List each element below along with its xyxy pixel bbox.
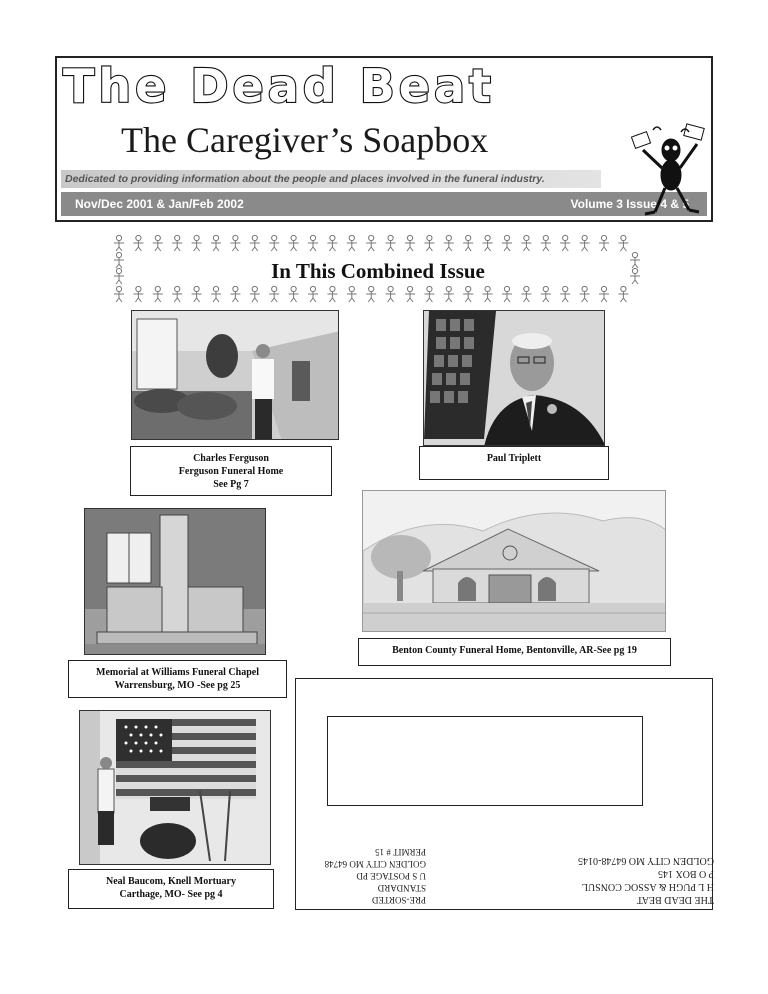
border-figure-icon: [541, 235, 551, 251]
caption-baucom: [68, 869, 274, 909]
memorial-scene: [85, 509, 266, 655]
border-figure-icon: [289, 235, 299, 251]
border-figure-icon: [424, 286, 434, 302]
benton-sketch: [363, 491, 666, 632]
border-figure-icon: [269, 235, 279, 251]
caption-line: Memorial at Williams Funeral Chapel: [96, 667, 259, 678]
caption-line: Carthage, MO- See pg 4: [119, 889, 223, 900]
border-figure-icon: [502, 235, 512, 251]
border-figure-icon: [289, 286, 299, 302]
newsletter-title: The Dead Beat: [63, 59, 495, 113]
return-address-block: [524, 826, 714, 906]
caption-line: Paul Triplett: [486, 453, 542, 464]
issue-date: Nov/Dec 2001 & Jan/Feb 2002: [75, 197, 244, 211]
border-figure-icon: [172, 235, 182, 251]
border-figure-icon: [347, 235, 357, 251]
border-figure-icon: [483, 235, 493, 251]
border-figure-icon: [502, 286, 512, 302]
border-figure-icon: [483, 286, 493, 302]
border-figure-icon: [308, 235, 318, 251]
border-figure-icon: [599, 235, 609, 251]
border-figure-icon: [114, 235, 124, 251]
masthead: [55, 56, 713, 222]
border-figure-icon: [230, 286, 240, 302]
issue-volume: Volume 3 Issue 4 & 5: [570, 197, 689, 211]
photo-ferguson: [131, 310, 339, 440]
caption-line: Ferguson Funeral Home: [178, 466, 284, 477]
border-figure-icon: [386, 286, 396, 302]
border-figure-icon: [386, 235, 396, 251]
border-figure-icon: [580, 286, 590, 302]
caption-triplett: [419, 446, 609, 480]
border-figure-icon: [192, 235, 202, 251]
postage-permit-block: [296, 826, 426, 906]
address-line: THE DEAD BEAT: [636, 894, 714, 905]
border-figure-icon: [541, 286, 551, 302]
photo-memorial: [84, 508, 266, 655]
border-figure-icon: [424, 235, 434, 251]
permit-line: STANDARD: [377, 883, 426, 893]
triplett-portrait: [424, 311, 605, 446]
caption-line: Neal Baucom, Knell Mortuary: [106, 876, 236, 887]
caption-line: Warrensburg, MO -See pg 25: [114, 680, 241, 691]
border-figure-icon: [172, 286, 182, 302]
section-title: In This Combined Issue: [271, 259, 485, 283]
border-figure-icon: [250, 235, 260, 251]
border-figure-icon: [366, 286, 376, 302]
border-figure-icon: [192, 286, 202, 302]
border-figure-icon: [463, 235, 473, 251]
border-figure-icon: [521, 286, 531, 302]
photo-triplett: [423, 310, 605, 446]
border-figure-icon: [366, 235, 376, 251]
border-figure-icon: [211, 235, 221, 251]
mailing-label-area: [327, 716, 643, 806]
border-figure-icon: [250, 286, 260, 302]
soapbox-mascot-icon: [631, 120, 711, 220]
address-line: H L PUGH & ASSOC CONSUL: [581, 881, 714, 892]
address-line: GOLDEN CITY MO 64748-0145: [577, 855, 714, 866]
permit-line: PERMIT # 15: [375, 847, 426, 857]
caption-line: See Pg 7: [213, 479, 249, 490]
border-figure-icon: [405, 235, 415, 251]
border-figure-icon: [327, 286, 337, 302]
border-figure-icon: [618, 286, 628, 302]
caption-ferguson: [130, 446, 332, 496]
border-figure-icon: [618, 235, 628, 251]
border-figure-icon: [211, 286, 221, 302]
border-figure-icon: [327, 235, 337, 251]
border-figure-icon: [269, 286, 279, 302]
border-figure-icon: [153, 286, 163, 302]
caption-memorial: [68, 660, 287, 698]
border-figure-icon: [560, 235, 570, 251]
border-figure-icon: [560, 286, 570, 302]
caption-benton: [358, 638, 671, 666]
permit-line: U S POSTAGE PD: [356, 871, 426, 881]
border-figure-icon: [405, 286, 415, 302]
border-figure-icon: [114, 286, 124, 302]
border-figure-icon: [230, 235, 240, 251]
border-figure-icon: [521, 235, 531, 251]
border-figure-icon: [347, 286, 357, 302]
border-figure-icon: [153, 235, 163, 251]
newsletter-subtitle: The Caregiver’s Soapbox: [121, 120, 489, 160]
caption-line: Benton County Funeral Home, Bentonville, AR-See pg 19: [392, 645, 637, 656]
permit-line: PRE-SORTED: [372, 895, 426, 905]
address-line: P O BOX 145: [657, 868, 714, 879]
border-figure-icon: [308, 286, 318, 302]
permit-line: GOLDEN CITY MO 64748: [324, 859, 426, 869]
border-figure-icon: [580, 235, 590, 251]
border-figure-icon: [133, 235, 143, 251]
baucom-scene: [80, 711, 271, 865]
tagline: Dedicated to providing information about the people and places involved in the funeral industry.: [65, 173, 545, 185]
border-figure-icon: [599, 286, 609, 302]
border-figure-icon: [444, 286, 454, 302]
photo-baucom: [79, 710, 271, 865]
border-figure-icon: [133, 286, 143, 302]
photo-benton: [362, 490, 666, 632]
ferguson-scene: [132, 311, 339, 440]
caption-line: Charles Ferguson: [193, 453, 269, 464]
border-figure-icon: [444, 235, 454, 251]
border-figure-icon: [463, 286, 473, 302]
